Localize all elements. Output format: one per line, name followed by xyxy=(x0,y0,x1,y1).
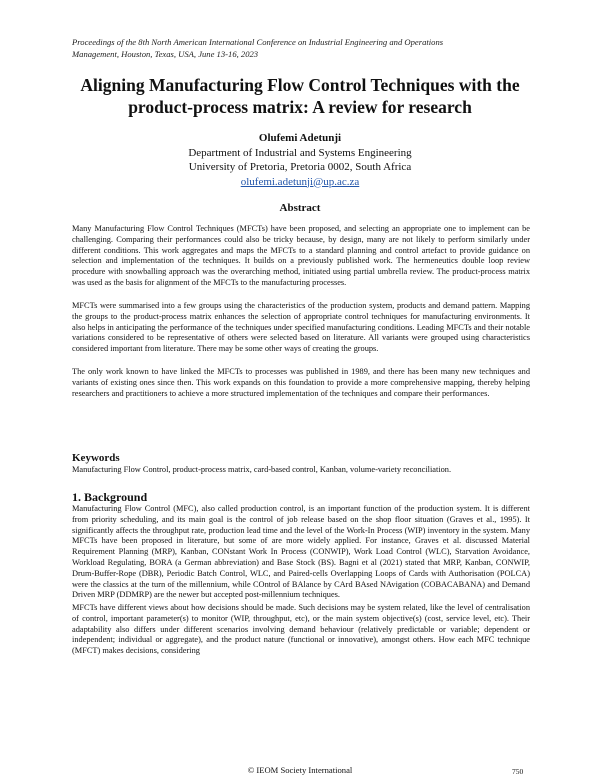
abstract-paragraph-3: The only work known to have linked the MFCTs to processes was published in 1989, and there has been many new techniques and variants of existing ones since then. This work expands on this foundation to provide a more comprehensive mapping, thereby helping researchers and practitioners to achieve a more structured implementation of the techniques and compare their performances. xyxy=(72,367,530,398)
background-paragraph-1: Manufacturing Flow Control (MFC), also called production control, is an important function of the production system. It is different from priority scheduling, and its main goal is the control of job release based on the shop floor situation (Graves et al., 1995). It significantly affects the throughput rate, production lead time and the level of the Work-In Process (WIP) inventory in the system. Many MFCTs have been proposed in literature, but some of are more widely applied. For instance, Graves et al. discussed Material Requirement Planning (MRP), Kanban, CONstant Work In Process (CONWIP), Work Load Control (WLC), Starvation Avoidance, Workload Regulating, BORA (a German abbreviation) and Base Stock (BS). Bagni et al (2021) stated that MRP, Kanban, CONWIP, Drum-Buffer-Rope (DBR), Periodic Batch Control, WLC, and Paired-cells Overlapping Loops of Cards with Authorisation (POLCA) were the classics at the turn of the millennium, while COntrol of BAlance by CArd BAsed NAvigation (COBACABANA) and Demand Driven MRP (DDMRP) are the newer but accepted post-millennium techniques. xyxy=(72,504,530,600)
proceedings-line-2: Management, Houston, Texas, USA, June 13-16, 2023 xyxy=(72,49,259,59)
author-block xyxy=(100,131,500,189)
abstract-heading: Abstract xyxy=(279,202,321,214)
page-number: 750 xyxy=(512,767,524,776)
keywords-heading: Keywords xyxy=(72,452,120,464)
background-heading: 1. Background xyxy=(72,490,148,504)
author-email-link[interactable]: olufemi.adetunji@up.ac.za xyxy=(240,175,360,188)
keywords-text: Manufacturing Flow Control, product-process matrix, card-based control, Kanban, volume-variety reconciliation. xyxy=(72,465,452,474)
abstract-paragraph-1: Many Manufacturing Flow Control Techniques (MFCTs) have been proposed, and selecting an appropriate one to implement can be challenging. Comparing their performances could also be tricky because, by design, many are not likely to perform similarly under different conditions. This work aggregates and maps the MFCTs to a standard planning and control artefact to provide guidance on selection and implementation of the techniques. It builds on a previously published work. The hermeneutics double loop review procedure with snowballing approach was the overarching method, initiated using partial umbrella review. The product-process matrix was used as the basis for alignment of the MFCTs to the manufacturing processes. xyxy=(72,224,530,287)
author-department: Department of Industrial and Systems Engineering xyxy=(188,146,412,159)
author-name: Olufemi Adetunji xyxy=(258,132,342,144)
background-paragraph-2: MFCTs have different views about how decisions should be made. Such decisions may be system related, like the level of centralisation of control, important parameter(s) to monitor (WIP, throughput, etc), or the main system objective(s) (cost, service level, etc). Their adaptability also differs under different scenarios involving demand behaviour (relatively predictable or variable; dependent or independent; individual or aggregate), and the product nature (functional or innovative), amongst others. How each MFC technique (MFCT) makes decisions, considering xyxy=(72,603,530,656)
proceedings-line-1: Proceedings of the 8th North American International Conference on Industrial Engineering and Operations xyxy=(72,37,444,47)
title-line-2: product-process matrix: A review for research xyxy=(128,97,472,117)
paper-title xyxy=(60,74,540,118)
copyright-footer: © IEOM Society International xyxy=(247,765,353,775)
proceedings-header xyxy=(72,36,532,60)
author-university: University of Pretoria, Pretoria 0002, South Africa xyxy=(188,161,412,173)
title-line-1: Aligning Manufacturing Flow Control Techniques with the xyxy=(80,75,520,95)
abstract-paragraph-2: MFCTs were summarised into a few groups using the characteristics of the production system, products and demand pattern. Mapping the groups to the product-process matrix enhances the selection of appropriate control techniques for manufacturing environments. It also helps in anticipating the performance of the techniques under specified manufacturing conditions. Leading MFCTs and their notable variations considered to be representative of others were selected based on literature. All variants were grouped using characteristics considered important from literature. There may be some other ways of creating the groups. xyxy=(72,301,530,354)
